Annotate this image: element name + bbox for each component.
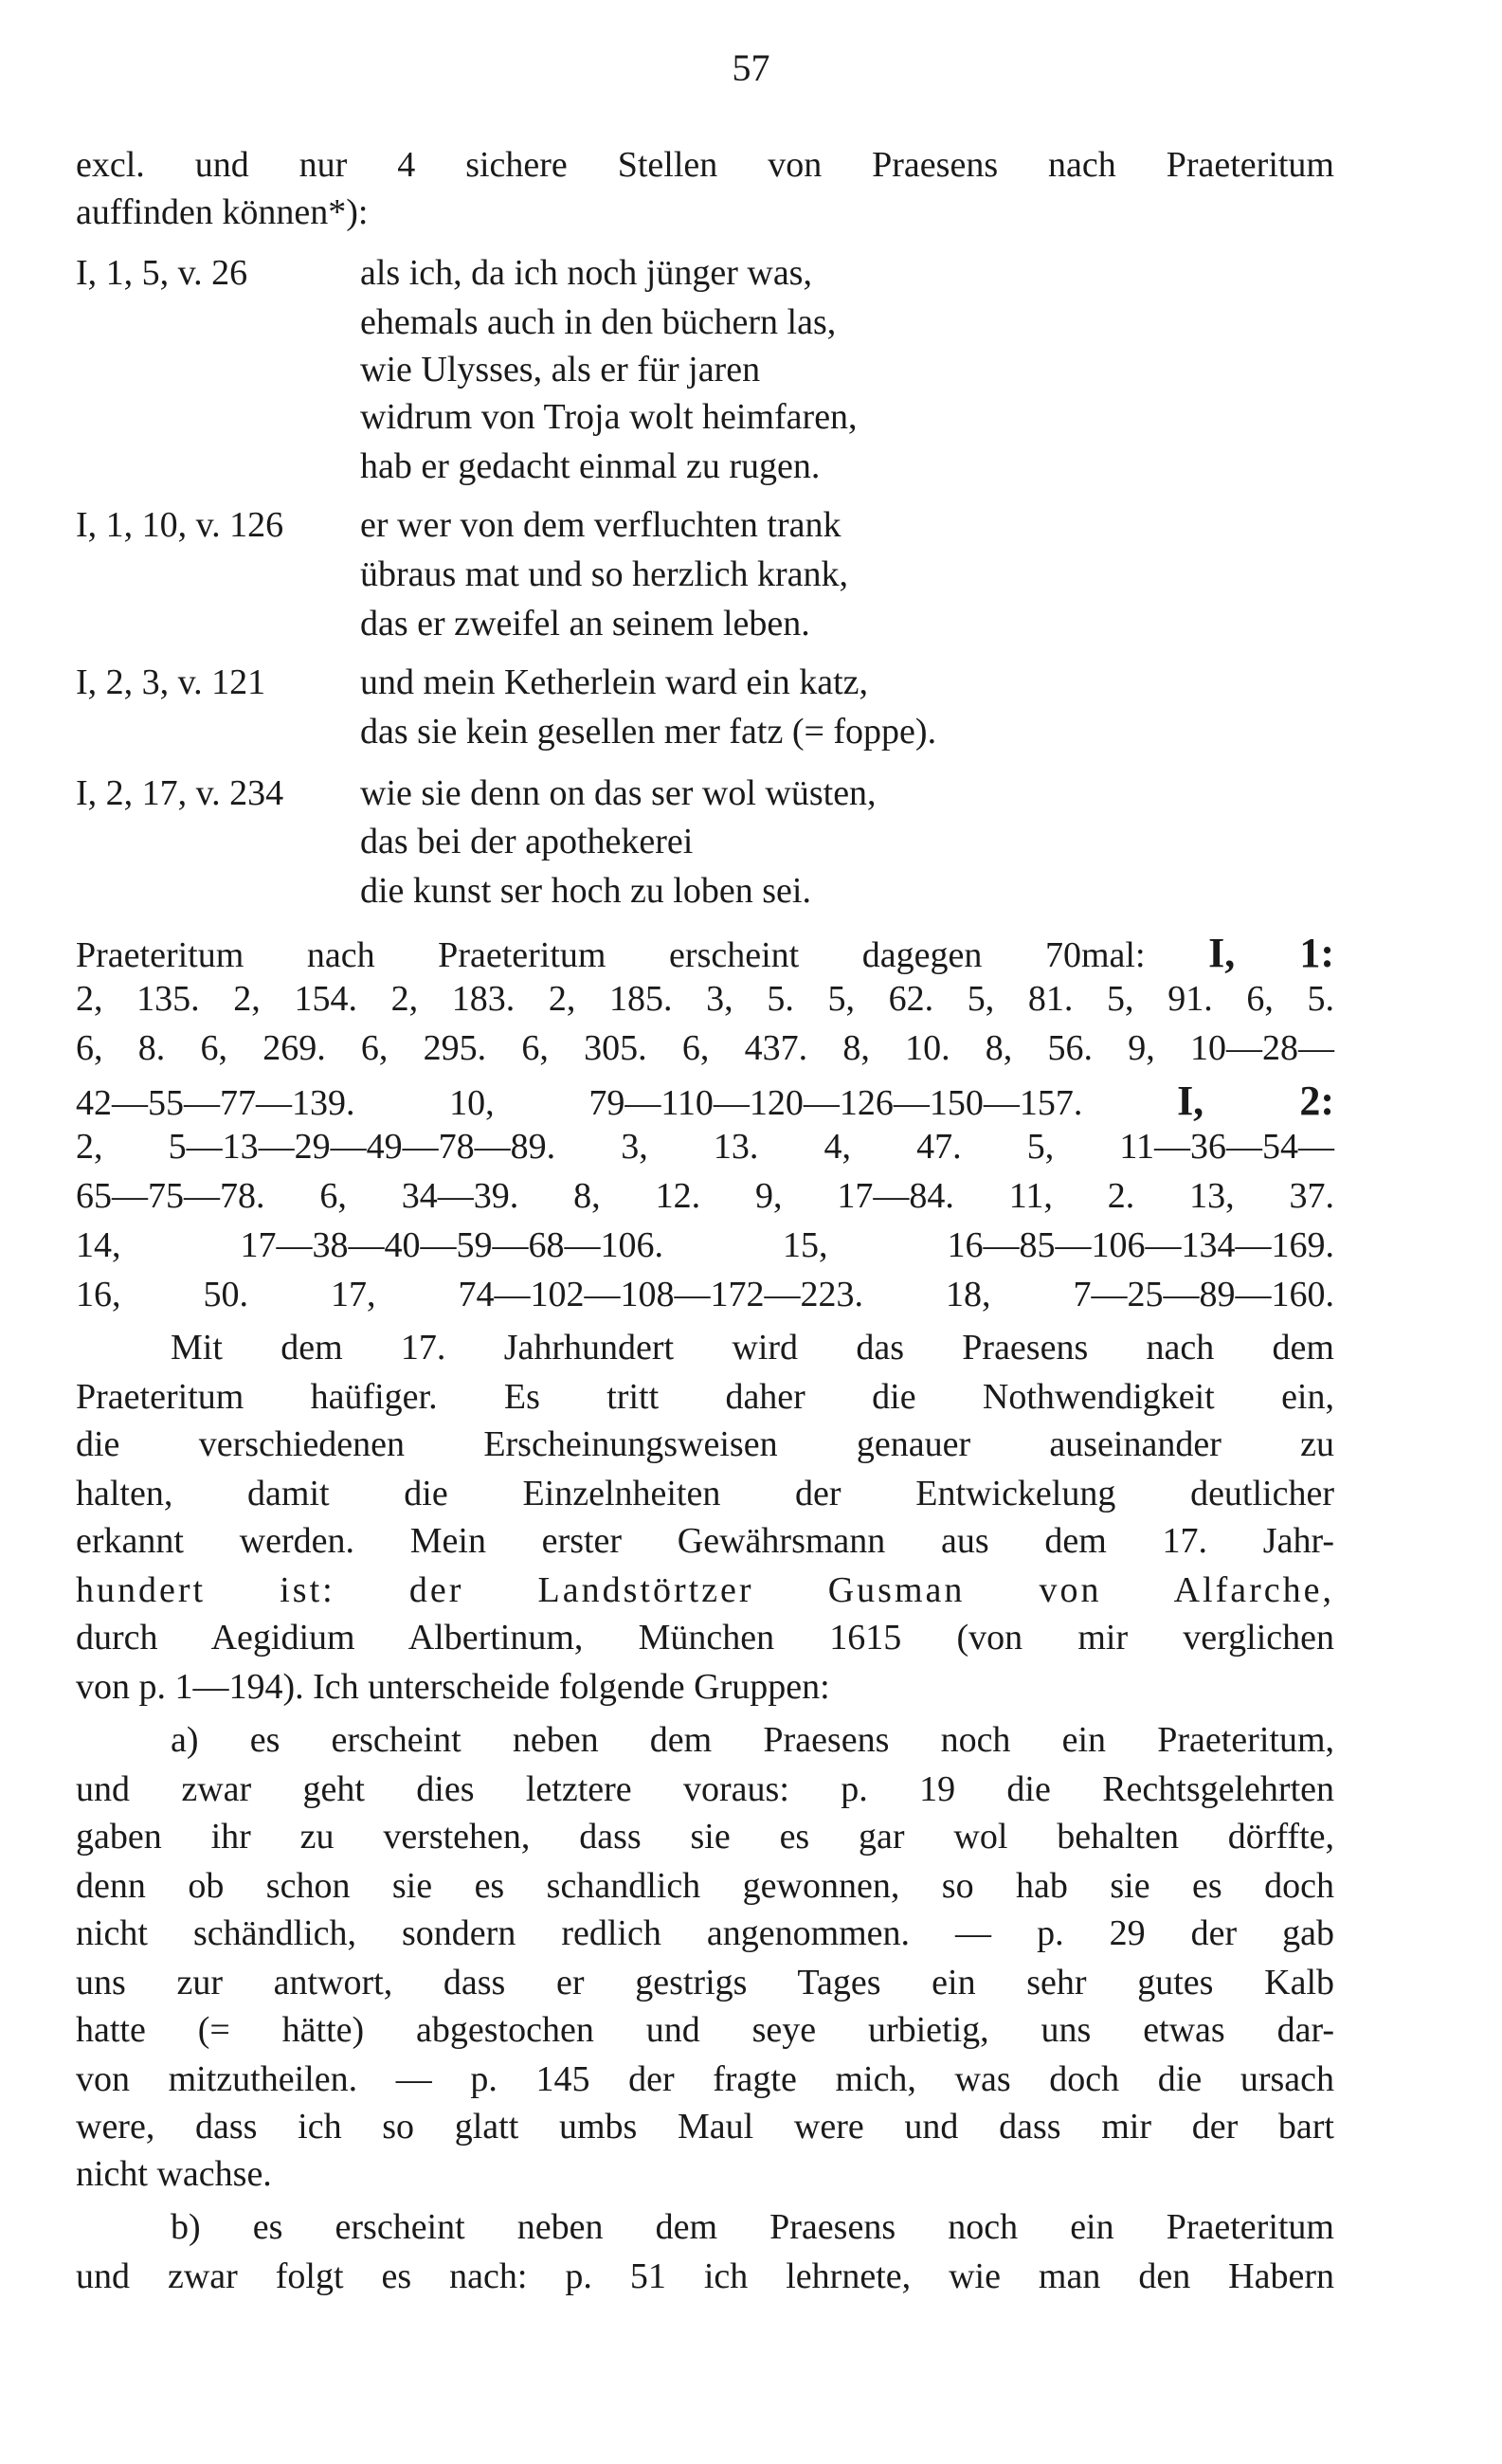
praeteritum-line: 16, 50. 17, 74—102—108—172—223. 18, 7—25—89—160. [76,1275,1334,1314]
paragraph-line: hundert ist: der Landstörtzer Gusman von Alfarche, [76,1570,1334,1610]
paragraph-line: und zwar folgt es nach: p. 51 ich lehrnete, wie man den Habern [76,2256,1334,2296]
paragraph-line: denn ob schon sie es schandlich gewonnen, so hab sie es doch [76,1866,1334,1906]
volume-marker: I, 1: [1208,930,1334,976]
verse-line: wie sie denn on das ser wol wüsten, [360,773,877,813]
verse-line: widrum von Troja wolt heimfaren, [360,397,858,437]
praeteritum-line: 2, 135. 2, 154. 2, 183. 2, 185. 3, 5. 5, 62. 5, 81. 5, 91. 6, 5. [76,979,1334,1019]
paragraph-line: halten, damit die Einzelnheiten der Entwickelung deutlicher [76,1474,1334,1513]
volume-marker: I, 2: [1177,1078,1334,1124]
praeteritum-text: Praeteritum nach Praeteritum erscheint dagegen 70mal: [76,935,1146,975]
paragraph-line: Praeteritum haüfiger. Es tritt daher die Nothwendigkeit ein, [76,1377,1334,1417]
praeteritum-line: 65—75—78. 6, 34—39. 8, 12. 9, 17—84. 11, 2. 13, 37. [76,1176,1334,1216]
verse-line: die kunst ser hoch zu loben sei. [360,871,811,911]
verse-line: das sie kein gesellen mer fatz (= foppe). [360,712,937,752]
paragraph-line: Mit dem 17. Jahrhundert wird das Praesens nach dem [171,1328,1334,1368]
praeteritum-line [76,1077,1334,1125]
page-number: 57 [732,46,770,89]
praeteritum-line: 2, 5—13—29—49—78—89. 3, 13. 4, 47. 5, 11—36—54— [76,1127,1334,1167]
paragraph-line: durch Aegidium Albertinum, München 1615 (von mir verglichen [76,1618,1334,1658]
verse-line: und mein Ketherlein ward ein katz, [360,662,869,702]
praeteritum-text: 42—55—77—139. 10, 79—110—120—126—150—157. [76,1083,1083,1123]
paragraph-line: von mitzutheilen. — p. 145 der fragte mich, was doch die ursach [76,2059,1334,2099]
praeteritum-line: 14, 17—38—40—59—68—106. 15, 16—85—106—134—169. [76,1225,1334,1265]
quote-reference: I, 1, 10, v. 126 [76,505,284,545]
quote-reference: I, 2, 17, v. 234 [76,773,284,813]
paragraph-line: von p. 1—194). Ich unterscheide folgende Gruppen: [76,1667,830,1707]
paragraph-line: die verschiedenen Erscheinungsweisen genauer auseinander zu [76,1424,1334,1464]
paragraph-line: uns zur antwort, dass er gestrigs Tages ein sehr gutes Kalb [76,1963,1334,2002]
paragraph-line: gaben ihr zu verstehen, dass sie es gar wol behalten dörffte, [76,1817,1334,1857]
quote-reference: I, 1, 5, v. 26 [76,253,248,293]
paragraph-line: und zwar geht dies letztere voraus: p. 19 die Rechtsgelehrten [76,1769,1334,1809]
verse-line: das er zweifel an seinem leben. [360,604,810,643]
verse-line: hab er gedacht einmal zu rugen. [360,446,821,486]
quote-reference: I, 2, 3, v. 121 [76,662,266,702]
verse-line: das bei der apothekerei [360,822,694,861]
intro-line: excl. und nur 4 sichere Stellen von Praesens nach Praeteritum [76,145,1334,185]
paragraph-line: nicht schändlich, sondern redlich angenommen. — p. 29 der gab [76,1913,1334,1953]
praeteritum-line: 6, 8. 6, 269. 6, 295. 6, 305. 6, 437. 8, 10. 8, 56. 9, 10—28— [76,1028,1334,1068]
praeteritum-line [76,929,1334,977]
verse-line: als ich, da ich noch jünger was, [360,253,812,293]
verse-line: ehemals auch in den büchern las, [360,302,837,342]
paragraph-line: a) es erscheint neben dem Praesens noch ein Praeteritum, [171,1720,1334,1760]
paragraph-line: were, dass ich so glatt umbs Maul were und dass mir der bart [76,2107,1334,2147]
verse-line: übraus mat und so herzlich krank, [360,554,848,594]
paragraph-line: erkannt werden. Mein erster Gewährsmann aus dem 17. Jahr- [76,1521,1334,1561]
paragraph-line: b) es erscheint neben dem Praesens noch ein Praeteritum [171,2207,1334,2247]
paragraph-line: hatte (= hätte) abgestochen und seye urbietig, uns etwas dar- [76,2010,1334,2050]
verse-line: er wer von dem verfluchten trank [360,505,841,545]
verse-line: wie Ulysses, als er für jaren [360,350,761,390]
paragraph-line: nicht wachse. [76,2154,272,2194]
intro-line: auffinden können*): [76,192,369,232]
